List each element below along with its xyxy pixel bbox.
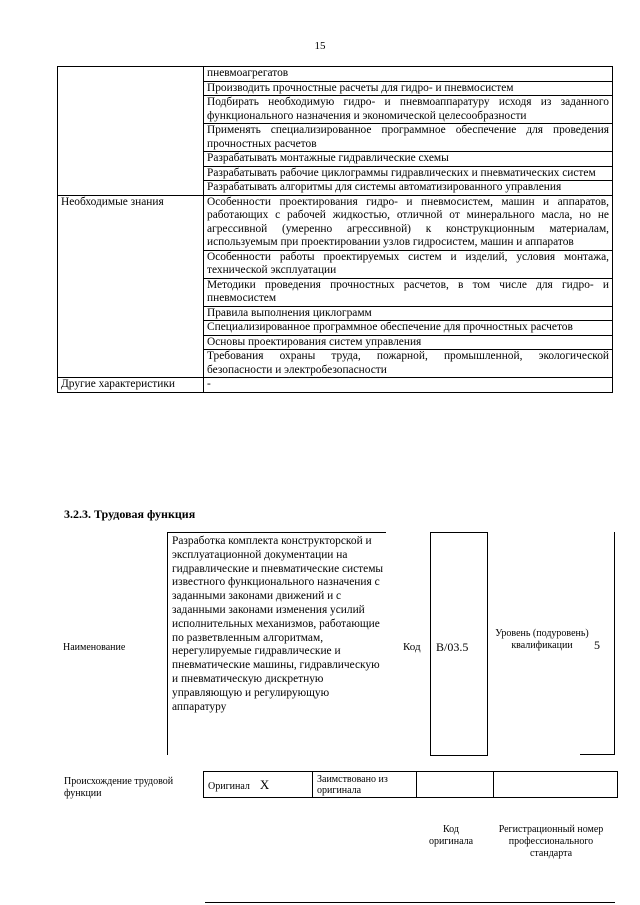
code-caption: Код оригинала [428, 824, 474, 847]
origin-code-cell [417, 772, 494, 798]
table-cell: Специализированное программное обеспечение для прочностных расчетов [204, 321, 613, 336]
row-label [58, 67, 204, 196]
code-value: B/03.5 [436, 640, 469, 654]
level-label: Уровень (подуровень) квалификации [495, 628, 589, 651]
reg-caption: Регистрационный номер профессионального стандарта [498, 824, 604, 859]
origin-reg-cell [494, 772, 618, 798]
table-cell: Применять специализированное программное обеспечение для проведения прочностных расчетов [204, 124, 613, 152]
table-cell: Производить прочностные расчеты для гидро- и пневмосистем [204, 81, 613, 96]
page-number: 15 [314, 40, 326, 52]
bottom-rule [205, 902, 615, 903]
table-cell: Особенности проектирования гидро- и пневмосистем, машин и аппаратов, работающих с рабочей жидкостью, отличной от минерального масла, но не агрессивной (умеренно агрессивной) к конструкционным материалам, используемым при проектировании узлов гидросистем, машин и аппаратов [204, 195, 613, 250]
function-name: Разработка комплекта конструкторской и эксплуатационной документации на гидравлические и пневматические системы известного функционального назначения с заданными законами движений и с заданными законами изменения усилий исполнительных механизмов, работающие по разветвленным алгоритмам, нерегулируемые гидравлические и пневматические машины, гидравлическую и пневматическую дискретную управляющую и регулирующую аппаратуру [172, 535, 384, 713]
table-cell: Разрабатывать монтажные гидравлические схемы [204, 152, 613, 167]
row-label-other: Другие характеристики [58, 378, 204, 393]
table-cell: Правила выполнения циклограмм [204, 306, 613, 321]
table-cell: Методики проведения прочностных расчетов, в том числе для гидро- и пневмосистем [204, 278, 613, 306]
table-cell: Требования охраны труда, пожарной, промышленной, экологической безопасности и электробезопасности [204, 350, 613, 378]
table-cell: Разрабатывать рабочие циклограммы гидравлических и пневматических систем [204, 166, 613, 181]
skills-table [57, 66, 613, 393]
original-cell [204, 772, 313, 798]
table-cell: Особенности работы проектируемых систем и изделий, условия монтажа, технической эксплуатации [204, 250, 613, 278]
origin-label: Происхождение трудовой функции [64, 776, 174, 799]
table-cell: пневмоагрегатов [204, 67, 613, 82]
table-cell: Основы проектирования систем управления [204, 335, 613, 350]
origin-table [203, 771, 618, 798]
original-mark: X [259, 776, 270, 792]
table-cell: - [204, 378, 613, 393]
section-title: 3.2.3. Трудовая функция [64, 507, 196, 521]
row-label-knowledge: Необходимые знания [58, 195, 204, 378]
code-label: Код [403, 641, 421, 653]
table-cell: Разрабатывать алгоритмы для системы автоматизированного управления [204, 181, 613, 196]
borrowed-label: Заимствовано из оригинала [313, 772, 417, 798]
name-label: Наименование [63, 642, 126, 653]
table-cell: Подбирать необходимую гидро- и пневмоаппаратуру исходя из заданного функционального назначения и экономической целесообразности [204, 96, 613, 124]
original-label: Оригинал [208, 780, 250, 792]
level-value: 5 [594, 638, 600, 652]
